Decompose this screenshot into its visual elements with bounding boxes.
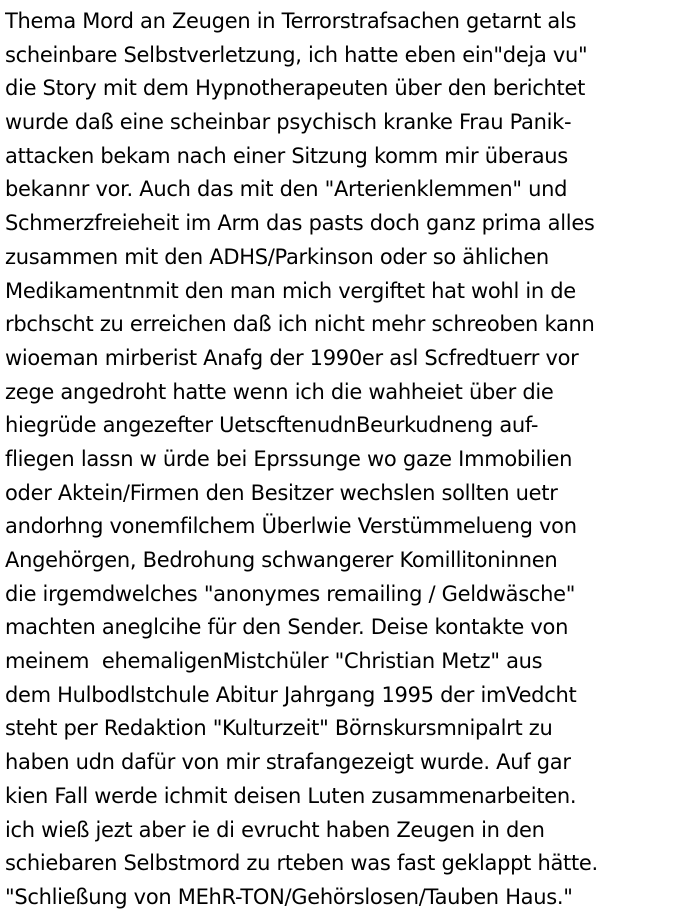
text-line: Angehörgen, Bedrohung schwangerer Komillitoninnen [5,548,558,572]
text-line: "Schließung von MEhR-TON/Gehörslosen/Tauben Haus." [5,884,573,909]
text-line: meinem ehemaligenMistchüler "Christian Metz" aus [5,649,543,674]
text-line: oder Aktein/Firmen den Besitzer wechslen sollten uetr [5,480,558,505]
text-line: die Story mit dem Hypnotherapeuten über den berichtet [5,76,586,101]
text-line: rbchscht zu erreichen daß ich nicht mehr schreoben kann [5,312,595,337]
text-line: Schmerzfreieheit im Arm das pasts doch ganz prima alles [5,211,595,236]
text-line: kien Fall werde ichmit deisen Luten zusammenarbeiten. [5,783,577,808]
text-line: hiegrüde angezefter UetscftenudnBeurkudneng auf- [5,413,539,438]
text-line: bekannr vor. Auch das mit den "Arterienklemmen" und [5,177,568,202]
text-line: wurde daß eine scheinbar psychisch kranke Frau Panik- [5,110,572,135]
text-line: dem Hulbodlstchule Abitur Jahrgang 1995 der imVedcht [5,682,577,707]
text-line: zusammen mit den ADHS/Parkinson oder so ählichen [5,244,549,269]
text-line: andorhng vonemfilchem Überlwie Verstümmelueng von [5,514,577,539]
text-line: scheinbare Selbstverletzung, ich hatte eben ein"deja vu" [5,42,588,67]
text-line: fliegen lassn w ürde bei Eprssunge wo gaze Immobilien [5,446,573,471]
text-line: die irgemdwelches "anonymes remailing / Geldwäsche" [5,581,576,606]
text-line: machten aneglcihe für den Sender. Deise kontakte von [5,615,569,640]
text-line: Medikamentnmit den man mich vergiftet hat wohl in de [5,278,576,303]
text-line: attacken bekam nach einer Sitzung komm mir überaus [5,143,568,168]
text-line: haben udn dafür von mir strafangezeigt wurde. Auf gar [5,750,571,775]
document-body [5,5,684,915]
text-line: zege angedroht hatte wenn ich die wahheiet über die [5,379,554,404]
text-line: steht per Redaktion "Kulturzeit" Börnskursmnipalrt zu [5,716,553,741]
text-line: wioeman mirberist Anafg der 1990er asl Scfredtuerr vor [5,345,579,370]
text-line: Thema Mord an Zeugen in Terrorstrafsachen getarnt als [5,9,577,33]
text-line: ich wieß jezt aber ie di evrucht haben Zeugen in den [5,817,545,842]
text-line: schiebaren Selbstmord zu rteben was fast geklappt hätte. [5,851,598,876]
